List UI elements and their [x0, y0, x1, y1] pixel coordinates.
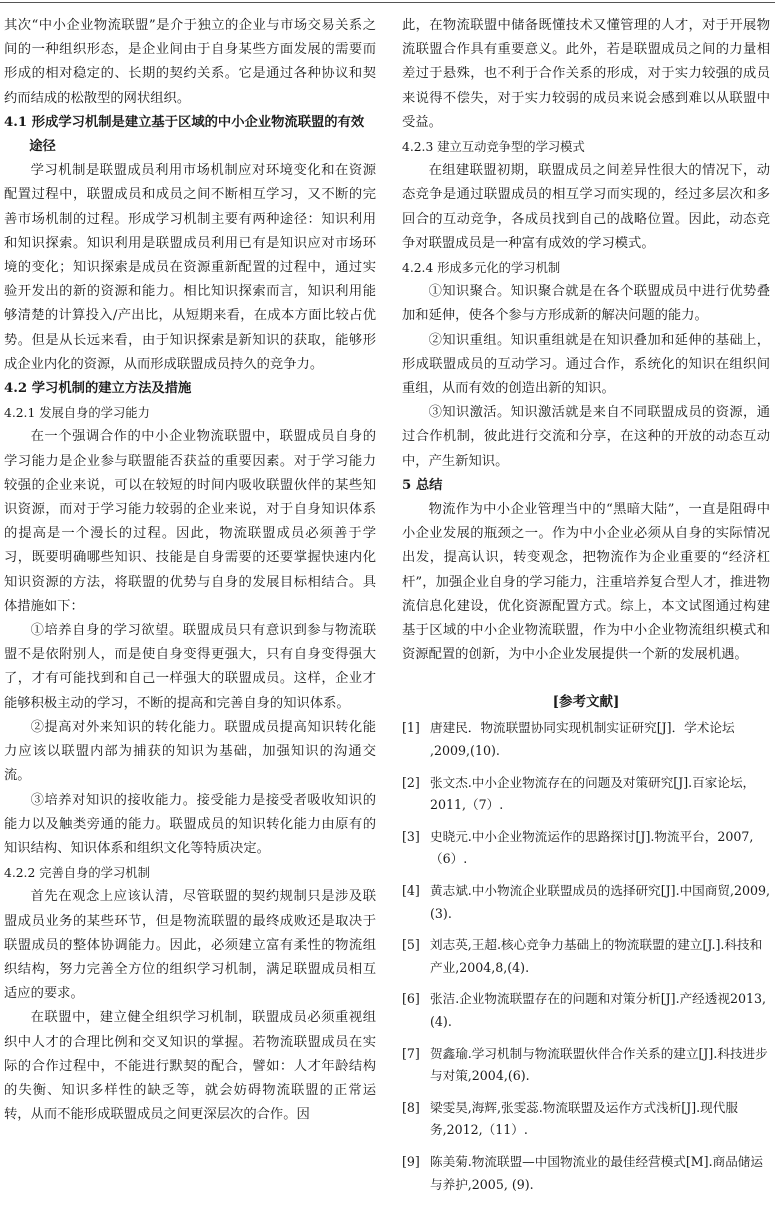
measure-2-paragraph: ②提高对外来知识的转化能力。联盟成员提高知识转化能力应该以联盟内部为捕获的知识为基础，加强知识的沟通交流。 [4, 719, 376, 784]
reference-text: 张洁.企业物流联盟存在的问题和对策分析[J].产经透视2013,(4). [430, 991, 766, 1030]
reference-text: 梁雯昊,海辉,张雯蕊.物流联盟及运作方式浅析[J].现代服务,2012,（11）. [430, 1099, 738, 1138]
knowledge-restructure-paragraph: ②知识重组。知识重组就是在知识叠加和延伸的基础上，形成联盟成员的互动学习。通过合作，系统化的知识在组织间重组，从而有效的创造出新的知识。 [402, 332, 770, 397]
reference-item [402, 1151, 770, 1196]
section-4-2-heading: 4.2 学习机制的建立方法及措施 [4, 381, 192, 397]
section-4-2-3-heading: 4.2.3 建立互动竞争型的学习模式 [402, 140, 585, 155]
reference-list [402, 717, 770, 1196]
section-4-2-1-heading: 4.2.1 发展自身的学习能力 [4, 406, 150, 421]
reference-text: 贺鑫瑜.学习机制与物流联盟伙伴合作关系的建立[J].科技进步与对策,2004,(6). [430, 1045, 768, 1084]
reference-text: 史晓元.中小企业物流运作的思路探讨[J].物流平台，2007,（6）. [430, 828, 754, 867]
section-4-2-1-paragraph: 在一个强调合作的中小企业物流联盟中，联盟成员自身的学习能力是企业参与联盟能否获益的重要因素。对于学习能力较强的企业来说，可以在较短的时间内吸收联盟伙伴的某些知识资源，而对于学习能力较弱的企业来说，对于自身知识体系的提高是一个漫长的过程。因此，物流联盟成员必须善于学习，既要明确哪些知识、技能是自身需要的还要掌握快速内化知识资源的方法，将联盟的优势与自身的发展目标相结合。具体措施如下： [4, 429, 376, 614]
reference-number: [7] [402, 1045, 420, 1061]
reference-text: 唐建民．物流联盟协同实现机制实证研究[J]．学术论坛 ,2009,(10). [430, 720, 735, 759]
continued-paragraph: 此，在物流联盟中储备既懂技术又懂管理的人才，对于开展物流联盟合作具有重要意义。此外，若是联盟成员之间的力量相差过于悬殊，也不利于合作关系的形成，对于实力较强的成员来说得不偿失，对于实力较弱的成员来说会感到难以从联盟中受益。 [402, 18, 770, 130]
reference-text: 张文杰.中小企业物流存在的问题及对策研究[J].百家论坛，2011,（7）. [430, 774, 756, 813]
conclusion-paragraph: 物流作为中小企业管理当中的“黑暗大陆”，一直是阻碍中小企业发展的瓶颈之一。作为中小企业必须从自身的实际情况出发，提高认识，转变观念，把物流作为企业重要的“经济杠杆”，加强企业自身的学习能力，注重培养复合型人才，推进物流信息化建设，优化资源配置方式。综上，本文试图通过构建基于区域的中小企业物流联盟，作为中小企业物流组织模式和资源配置的创新，为中小企业发展提供一个新的发展机遇。 [402, 502, 770, 663]
knowledge-aggregation-paragraph: ①知识聚合。知识聚合就是在各个联盟成员中进行优势叠加和延伸，使各个参与方形成新的解决问题的能力。 [402, 284, 770, 324]
reference-text: 陈美菊.物流联盟—中国物流业的最佳经营模式[M].商品储运与养护,2005, (9). [430, 1153, 763, 1192]
section-4-1-paragraph: 学习机制是联盟成员利用市场机制应对环境变化和在资源配置过程中，联盟成员和成员之间不断相互学习，又不断的完善市场机制的过程。形成学习机制主要有两种途径：知识利用和知识探索。知识利用是联盟成员利用已有是知识应对市场环境的变化；知识探索是成员在资源重新配置的过程中，通过实验开发出的新的资源和能力。相比知识探索而言，知识利用能够清楚的计算投入/产出比，从短期来看，在成本方面比较占优势。但是从长远来看，由于知识探索是新知识的获取，能够形成企业内化的资源，从而形成联盟成员持久的竞争力。 [4, 163, 376, 372]
section-4-2-3-paragraph: 在组建联盟初期，联盟成员之间差异性很大的情况下，动态竞争是通过联盟成员的相互学习而实现的，经过多层次和多回合的互动竞争，各成员找到自己的战略位置。因此，动态竞争对联盟成员是一种富有成效的学习模式。 [402, 163, 770, 251]
intro-paragraph: 其次“中小企业物流联盟”是介于独立的企业与市场交易关系之间的一种组织形态，是企业间由于自身某些方面发展的需要而形成的相对稳定的、长期的契约关系。它是通过各种协议和契约而结成的松散型的网状组织。 [4, 18, 376, 106]
reference-item [402, 772, 770, 817]
section-4-1-heading: 4.1 形成学习机制是建立基于区域的中小企业物流联盟的有效途径 [4, 114, 365, 155]
header-rule [0, 2, 775, 3]
left-column [4, 14, 376, 1127]
measure-1-paragraph: ①培养自身的学习欲望。联盟成员只有意识到参与物流联盟不是依附别人，而是使自身变得更强大，只有自身变得强大了，才有可能找到和自己一样强大的联盟成员。这样，企业才能够积极主动的学习，不断的提高和完善自身的知识体系。 [4, 623, 376, 711]
section-4-2-2-paragraph-1: 首先在观念上应该认清，尽管联盟的契约规制只是涉及联盟成员业务的某些环节，但是物流联盟的最终成败还是取决于联盟成员的整体协调能力。因此，必须建立富有柔性的物流组织结构，努力完善全方位的组织学习机制，满足联盟成员相互适应的要求。 [4, 889, 376, 1002]
reference-number: [9] [402, 1153, 420, 1169]
right-column [402, 14, 770, 1205]
reference-item [402, 826, 770, 871]
references-heading: [参考文献] [552, 694, 620, 711]
knowledge-activation-paragraph: ③知识激活。知识激活就是来自不同联盟成员的资源，通过合作机制，彼此进行交流和分享，在这种的开放的动态互动中，产生新知识。 [402, 405, 770, 469]
reference-number: [2] [402, 774, 420, 790]
section-4-2-4-heading: 4.2.4 形成多元化的学习机制 [402, 261, 561, 276]
reference-number: [3] [402, 828, 420, 844]
reference-number: [4] [402, 883, 420, 899]
reference-text: 黄志斌.中小物流企业联盟成员的选择研究[J].中国商贸,2009,(3). [430, 883, 771, 921]
reference-number: [8] [402, 1099, 420, 1115]
reference-item [402, 717, 770, 762]
reference-item [402, 880, 770, 925]
reference-number: [6] [402, 991, 420, 1007]
measure-3-paragraph: ③培养对知识的接收能力。接受能力是接受者吸收知识的能力以及触类旁通的能力。联盟成员的知识转化能力由原有的知识结构、知识体系和组织文化等特质决定。 [4, 792, 376, 856]
reference-item [402, 988, 770, 1033]
reference-item [402, 934, 770, 979]
reference-number: [5] [402, 937, 420, 953]
reference-item [402, 1097, 770, 1142]
section-4-2-2-paragraph-2: 在联盟中，建立健全组织学习机制，联盟成员必须重视组织中人才的合理比例和交叉知识的掌握。若物流联盟成员在实际的合作过程中，不能进行默契的配合，譬如：人才年龄结构的失衡、知识多样性的缺乏等，就会妨碍物流联盟的正常运转，从而不能形成联盟成员之间更深层次的合作。因 [4, 1010, 376, 1123]
section-5-heading: 5 总结 [402, 477, 443, 493]
section-4-2-2-heading: 4.2.2 完善自身的学习机制 [4, 866, 150, 881]
reference-text: 刘志英,王超.核心竞争力基础上的物流联盟的建立[J.].科技和产业,2004,8,(4). [430, 937, 763, 975]
reference-number: [1] [402, 720, 420, 736]
reference-item [402, 1043, 770, 1088]
